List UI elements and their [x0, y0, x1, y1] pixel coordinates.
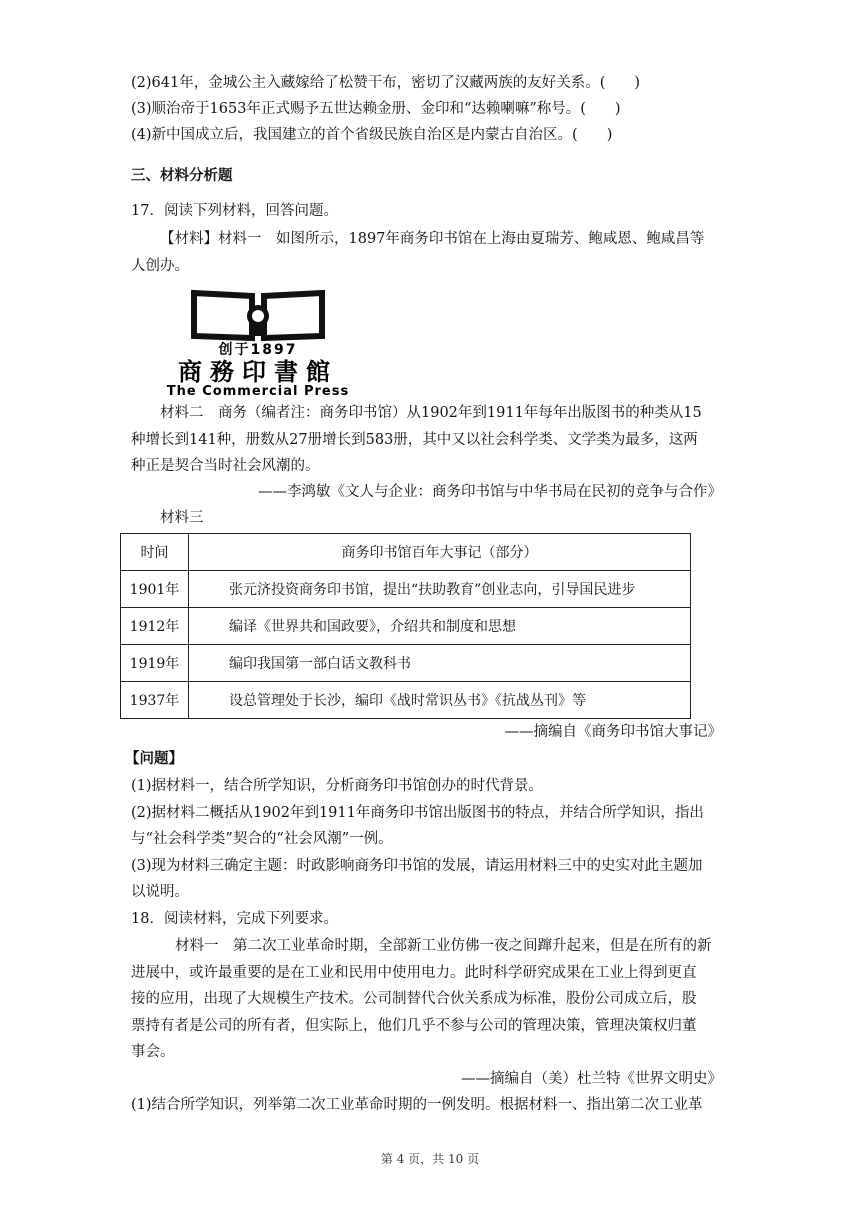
page-footer: 第 4 页，共 10 页 — [380, 1152, 480, 1166]
q18-material1-line2: 进展中，或许最重要的是在工业和民用中使用电力。此时科学研究成果在工业上得到更直 — [131, 965, 697, 981]
q17-question-3-line2: 以说明。 — [131, 884, 189, 900]
table-header-events: 商务印书馆百年大事记（部分） — [189, 534, 691, 571]
q17-question-3-line1: (3)现为材料三确定主题：时政影响商务印书馆的发展，请运用材料三中的史实对此主题加 — [131, 858, 703, 874]
q17-question-2-line1: (2)据材料二概括从1902年到1911年商务印书馆出版图书的特点，并结合所学知识，指出 — [131, 805, 704, 821]
q17-material3-source: ——摘编自《商务印书馆大事记》 — [504, 724, 722, 740]
table-row — [121, 571, 691, 608]
table-cell-year: 1919年 — [121, 645, 189, 682]
q17-material2-line3: 种正是契合当时社会风潮的。 — [131, 458, 320, 474]
q18-material1-line1: 材料一 第二次工业革命时期，全部新工业仿佛一夜之间蹿升起来，但是在所有的新 — [175, 938, 712, 954]
section-title: 三、材料分析题 — [131, 167, 233, 184]
events-table — [120, 533, 691, 719]
table-cell-event: 张元济投资商务印书馆，提出“扶助教育”创业志向，引导国民进步 — [189, 571, 691, 608]
q18-title: 18．阅读材料，完成下列要求。 — [131, 911, 338, 927]
judge-item-4: (4)新中国成立后，我国建立的首个省级民族自治区是内蒙古自治区。( ) — [131, 127, 613, 143]
table-row — [121, 682, 691, 719]
q17-title: 17．阅读下列材料，回答问题。 — [131, 203, 338, 219]
q18-material1-source: ——摘编自（美）杜兰特《世界文明史》 — [461, 1071, 722, 1087]
table-header-row — [121, 534, 691, 571]
q18-material1-line5: 事会。 — [131, 1044, 175, 1060]
q18-material1-line4: 票持有者是公司的所有者，但实际上，他们几乎不参与公司的管理决策，管理决策权归董 — [131, 1018, 697, 1034]
table-row — [121, 608, 691, 645]
q17-question-1: (1)据材料一，结合所学知识，分析商务印书馆创办的时代背景。 — [131, 778, 544, 794]
judge-item-3: (3)顺治帝于1653年正式赐予五世达赖金册、金印和“达赖喇嘛”称号。( ) — [131, 101, 621, 117]
q17-material3-label: 材料三 — [160, 510, 204, 526]
logo-english-name: The Commercial Press — [166, 384, 350, 398]
logo-chinese-name: 商務印書館 — [178, 357, 338, 386]
commercial-press-logo — [134, 288, 382, 398]
logo-founded-text: 创于1897 — [218, 342, 298, 358]
q17-material2-source: ——李鸿敏《文人与企业：商务印书馆与中华书局在民初的竞争与合作》 — [258, 484, 722, 500]
table-cell-event: 编译《世界共和国政要》，介绍共和制度和思想 — [189, 608, 691, 645]
table-header-time: 时间 — [121, 534, 189, 571]
questions-label: 【问题】 — [125, 750, 183, 767]
table-cell-event: 设总管理处于长沙，编印《战时常识丛书》《抗战丛刊》等 — [189, 682, 691, 719]
table-cell-year: 1937年 — [121, 682, 189, 719]
q18-question-1-line1: (1)结合所学知识，列举第二次工业革命时期的一例发明。根据材料一、指出第二次工业革 — [131, 1097, 703, 1113]
q17-material1-line2: 人创办。 — [131, 258, 189, 274]
q17-material2-line2: 种增长到141种，册数从27册增长到583册，其中又以社会科学类、文学类为最多，这两 — [131, 432, 698, 448]
book-icon — [194, 293, 322, 338]
q17-material1-line1: 【材料】材料一 如图所示，1897年商务印书馆在上海由夏瑞芳、鲍咸恩、鲍咸昌等 — [160, 231, 705, 247]
table-cell-year: 1912年 — [121, 608, 189, 645]
q17-question-2-line2: 与“社会科学类”契合的“社会风潮”一例。 — [131, 831, 393, 847]
q17-material2-line1: 材料二 商务（编者注：商务印书馆）从1902年到1911年每年出版图书的种类从15 — [160, 405, 702, 421]
table-row — [121, 645, 691, 682]
q18-material1-line3: 接的应用，出现了大规模生产技术。公司制替代合伙关系成为标准，股份公司成立后，股 — [131, 991, 697, 1007]
table-cell-year: 1901年 — [121, 571, 189, 608]
judge-item-2: (2)641年，金城公主入藏嫁给了松赞干布，密切了汉藏两族的友好关系。( ) — [131, 75, 641, 91]
table-cell-event: 编印我国第一部白话文教科书 — [189, 645, 691, 682]
